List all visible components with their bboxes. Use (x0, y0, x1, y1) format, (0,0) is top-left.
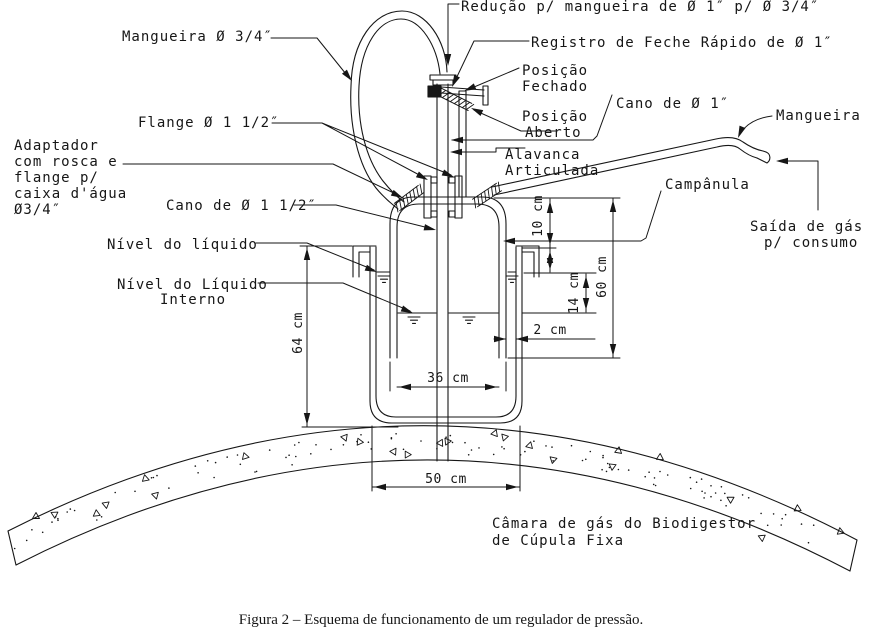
arrowhead (470, 105, 484, 116)
arrowhead (583, 276, 589, 288)
concrete-dot (70, 508, 72, 510)
arrowhead (503, 238, 515, 244)
label-nivel-interno-2: Interno (160, 292, 227, 308)
dim-64cm-lines (300, 246, 398, 427)
concrete-dot (464, 442, 466, 444)
concrete-dot (644, 476, 646, 478)
label-adaptador-4: caixa d'água (14, 186, 128, 202)
concrete-triangle (390, 448, 399, 457)
concrete-dot (330, 449, 332, 451)
leader-mangueira-esq (271, 38, 350, 79)
concrete-dot (659, 471, 661, 473)
concrete-dot (96, 519, 98, 521)
concrete-dot (360, 434, 362, 436)
label-campanula: Campânula (665, 177, 750, 193)
concrete-dot (710, 485, 712, 487)
concrete-dot (310, 453, 312, 455)
concrete-dot (368, 441, 370, 443)
arrowhead (451, 137, 463, 143)
concrete-dot (585, 459, 587, 461)
concrete-dot (195, 465, 197, 467)
arrowhead (304, 248, 310, 260)
concrete-dot (42, 532, 44, 534)
label-adaptador-3: flange p/ (14, 170, 99, 186)
concrete-dot (618, 469, 620, 471)
concrete-triangle (357, 438, 364, 446)
label-alavanca-1: Alavanca (505, 147, 581, 163)
concrete-dot (298, 442, 300, 444)
dim-2cm-text: 2 cm (533, 323, 567, 338)
concrete-dot (294, 444, 296, 446)
concrete-dot (704, 492, 706, 494)
leader-nivel-liquido (256, 243, 374, 270)
concrete-dot (445, 436, 447, 438)
concrete-dot (780, 524, 782, 526)
concrete-dot (269, 449, 271, 451)
concrete-dot (315, 444, 317, 446)
concrete-dot (715, 492, 717, 494)
dimension-lines (300, 198, 620, 491)
leader-nivel-interno (258, 283, 410, 311)
concrete-dot (602, 455, 604, 457)
concrete-dot (450, 435, 452, 437)
concrete-dot (403, 449, 405, 451)
arrowhead (610, 200, 616, 212)
concrete-dot (237, 454, 239, 456)
concrete-dot (74, 510, 76, 512)
label-mangueira-dir: Mangueira (776, 108, 861, 124)
concrete-dot (213, 477, 215, 479)
concrete-dot (725, 505, 727, 507)
concrete-dot (256, 471, 258, 473)
concrete-triangle (140, 475, 149, 484)
concrete-dot (690, 477, 692, 479)
reducer-fitting-lower (433, 80, 453, 85)
leader-adaptador (123, 164, 400, 196)
label-registro: Registro de Feche Rápido de Ø 1″ (531, 35, 833, 51)
hose-open-end (757, 152, 770, 163)
arrowhead (424, 224, 437, 233)
concrete-dot (343, 444, 345, 446)
concrete-dot (808, 542, 810, 544)
concrete-triangle (102, 502, 110, 509)
concrete-dot (590, 451, 592, 453)
label-adaptador-2: com rosca e (14, 154, 118, 170)
concrete-dot (690, 488, 692, 490)
concrete-dot (767, 525, 769, 527)
leader-reducao (448, 4, 459, 62)
concrete-triangle (241, 452, 250, 460)
concrete-dot (468, 454, 470, 456)
concrete-triangle (491, 428, 500, 436)
water-levels (377, 272, 596, 323)
dim-36cm-text: 36 cm (427, 371, 469, 386)
concrete-dot (471, 449, 473, 451)
concrete-dot (168, 487, 170, 489)
concrete-dot (478, 447, 480, 449)
concrete-dot (31, 529, 33, 531)
arrowhead (547, 201, 553, 213)
dome-band (8, 426, 857, 571)
concrete-dot (395, 433, 397, 435)
label-posicao-fechado-2: Fechado (522, 79, 589, 95)
concrete-triangle (758, 535, 766, 542)
leader-mangueira-dir (740, 116, 772, 134)
concrete-triangle (607, 461, 616, 470)
label-flange: Flange Ø 1 1/2″ (138, 115, 280, 131)
concrete-dot (215, 462, 217, 464)
concrete-dot (57, 520, 59, 522)
concrete-dot (773, 513, 775, 515)
concrete-dot (721, 486, 723, 488)
label-nivel-liquido: Nível do líquido (107, 237, 258, 253)
arrowhead (304, 413, 310, 425)
dim-50cm-text: 50 cm (425, 472, 467, 487)
concrete-dot (391, 437, 393, 439)
concrete-dot (285, 457, 287, 459)
concrete-dot (606, 471, 608, 473)
figure-caption: Figura 2 – Esquema de funcionamento de um regulador de pressão. (238, 612, 644, 628)
concrete-dot (153, 477, 155, 479)
label-cano-112: Cano de Ø 1 1/2″ (166, 198, 317, 214)
dim-64cm-text: 64 cm (291, 312, 306, 354)
label-saida-gas-2: p/ consumo (764, 235, 859, 251)
concrete-triangle (341, 432, 350, 441)
concrete-dot (701, 478, 703, 480)
concrete-dot (654, 477, 656, 479)
dome-right-cap (850, 540, 857, 571)
concrete-dot (240, 464, 242, 466)
arrowhead (374, 484, 386, 490)
concrete-dot (545, 445, 547, 447)
concrete-dot (667, 474, 669, 476)
center-pipe (437, 84, 448, 461)
concrete-dot (801, 523, 803, 525)
label-mangueira-esq: Mangueira Ø 3/4″ (122, 29, 273, 45)
arrowhead (547, 258, 553, 270)
arrowhead (506, 484, 518, 490)
concrete-dot (288, 454, 290, 456)
concrete-dot (781, 518, 783, 520)
concrete-dot (226, 456, 228, 458)
concrete-triangle (151, 491, 159, 499)
concrete-dot (524, 451, 526, 453)
concrete-dot (66, 511, 68, 513)
concrete-dot (710, 496, 712, 498)
concrete-dot (602, 457, 604, 459)
concrete-dot (493, 454, 495, 456)
arrowhead (401, 306, 415, 316)
concrete-dot (134, 491, 136, 493)
concrete-dot (114, 492, 116, 494)
concrete-dot (813, 524, 815, 526)
label-camara-1: Câmara de gás do Biodigestor (492, 516, 757, 532)
label-reducao: Redução p/ mangueira de Ø 1″ p/ Ø 3/4″ (461, 0, 820, 15)
concrete-dot (452, 442, 454, 444)
label-nivel-interno-1: Nível do Líquido (117, 277, 268, 293)
concrete-dot (655, 485, 657, 487)
concrete-dot (703, 497, 705, 499)
leader-registro (454, 41, 529, 83)
arrowhead (449, 75, 460, 89)
vessel-right-rim (516, 246, 539, 277)
dim-10cm-text: 10 cm (531, 195, 546, 237)
concrete-dot (254, 471, 256, 473)
label-alavanca-2: Articulada (505, 163, 600, 179)
concrete-dot (14, 548, 16, 550)
label-adaptador-1: Adaptador (14, 138, 99, 154)
dim-14cm-text: 14 cm (567, 272, 582, 314)
reducer-fitting (430, 75, 456, 80)
concrete-dot (551, 446, 553, 448)
arrowhead (776, 158, 788, 164)
arrowhead (485, 384, 497, 390)
label-posicao-aberto-2: Aberto (525, 125, 582, 141)
concrete-dot (533, 440, 535, 442)
concrete-dot (748, 497, 750, 499)
concrete-triangle (402, 451, 411, 460)
concrete-dot (742, 494, 744, 496)
concrete-dot (628, 469, 630, 471)
concrete-dot (26, 540, 28, 542)
leader-saida-gas (779, 161, 818, 210)
concrete-triangle (526, 442, 535, 451)
concrete-triangle (502, 433, 509, 441)
concrete-dot (760, 513, 762, 515)
concrete-dot (101, 516, 103, 518)
arrowhead (450, 149, 462, 155)
arrowhead (494, 336, 506, 342)
concrete-dot (420, 440, 422, 442)
concrete-dot (607, 463, 609, 465)
concrete-dot (653, 484, 655, 486)
concrete-dot (582, 460, 584, 462)
concrete-triangle (51, 509, 60, 518)
concrete-dot (207, 460, 209, 462)
arrowhead (610, 344, 616, 356)
concrete-dot (785, 514, 787, 516)
arrowhead (583, 298, 589, 310)
concrete-dot (720, 500, 722, 502)
concrete-dot (571, 445, 573, 447)
arrowhead (547, 233, 553, 245)
concrete-dot (295, 456, 297, 458)
concrete-dot (156, 475, 158, 477)
concrete-dot (151, 477, 153, 479)
label-posicao-fechado-1: Posição (522, 63, 589, 79)
concrete-dot (601, 469, 603, 471)
label-camara-2: de Cúpula Fixa (492, 533, 625, 549)
label-cano-1: Cano de Ø 1″ (616, 96, 730, 112)
concrete-dot (701, 491, 703, 493)
concrete-dot (648, 471, 650, 473)
concrete-triangle (93, 510, 101, 519)
arrowhead (416, 172, 430, 183)
concrete-dot (724, 493, 726, 495)
label-adaptador-5: Ø3/4″ (14, 202, 62, 218)
dim-60cm-text: 60 cm (595, 256, 610, 298)
concrete-dot (503, 448, 505, 450)
concrete-dot (696, 481, 698, 483)
arrowhead (735, 126, 745, 140)
label-posicao-aberto-1: Posição (522, 109, 589, 125)
concrete-dot (51, 521, 53, 523)
concrete-dot (291, 464, 293, 466)
concrete-dot (501, 446, 503, 448)
concrete-dot (197, 472, 199, 474)
concrete-dot (57, 518, 59, 520)
arrowhead (399, 384, 411, 390)
vessel-left-rim (353, 246, 376, 277)
label-saida-gas-1: Saída de gás (750, 219, 864, 235)
concrete-triangle (727, 494, 736, 503)
